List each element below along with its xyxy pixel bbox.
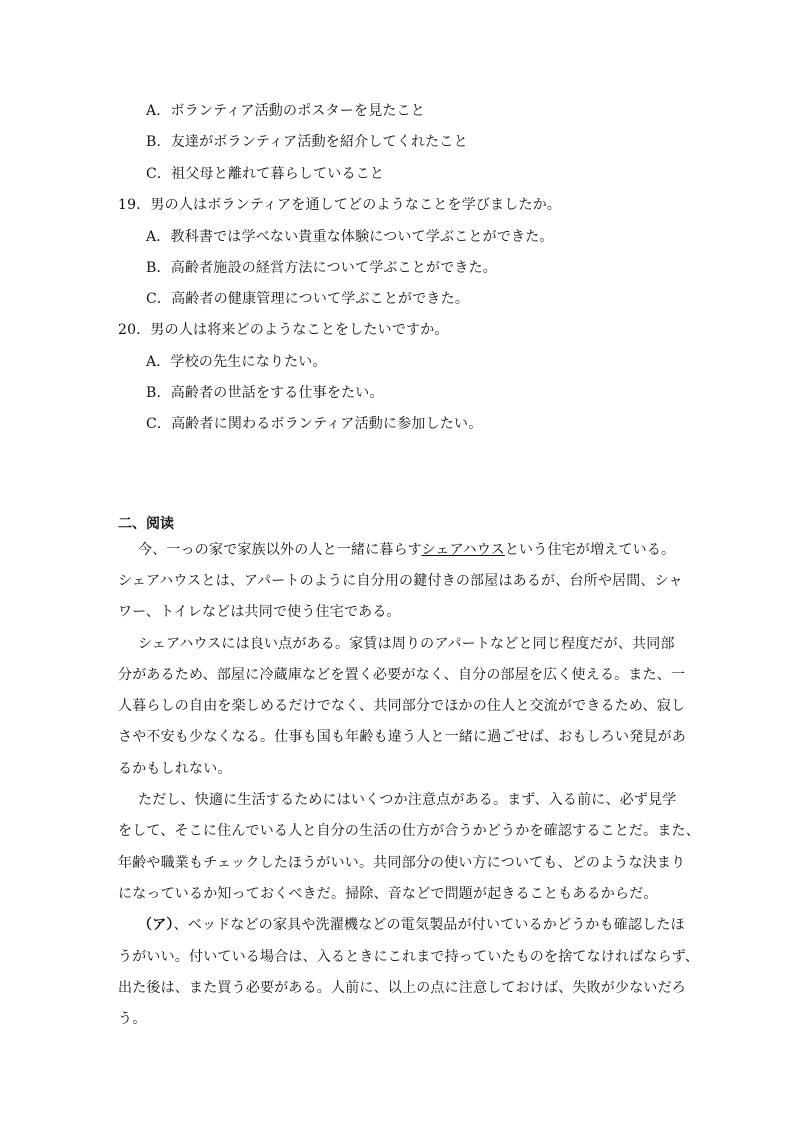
paragraph-1-line-3: ワー、トイレなどは共同で使う住宅である。	[118, 604, 401, 620]
reading-section-heading: 二、阅读	[118, 516, 174, 532]
paragraph-3-line-1: ただし、快適に生活するためにはいくつか注意点がある。まず、入る前に、必ず見学	[138, 792, 677, 808]
paragraph-2-line-5: るかもしれない。	[118, 761, 232, 777]
q20-option-b: B．高齢者の世話をする仕事をたい。	[146, 385, 384, 401]
paragraph-4-line-1: （ア）、ベッドなどの家具や洗濯機などの電気製品が付いているかどうかも確認したほ	[138, 917, 685, 933]
q19-option-c: C．高齢者の健康管理について学ぶことができた。	[146, 291, 470, 307]
paragraph-4-line-4: う。	[118, 1011, 147, 1027]
paragraph-2-line-4: さや不安も少なくなる。仕事も国も年齢も違う人と一緒に過ごせば、おもしろい発見があ	[118, 729, 686, 745]
paragraph-3-line-3: 年齢や職業もチェックしたほうがいい。共同部分の使い方についても、どのような決まり	[118, 855, 686, 871]
q19-option-a: A．教科書では学べない貴重な体験について学ぶことができた。	[146, 229, 554, 245]
blank-a-marker: （ア）	[138, 917, 174, 933]
paragraph-1-line-2: シェアハウスとは、アパートのように自分用の鍵付きの部屋はあるが、台所や居間、シャ	[118, 573, 683, 589]
q19-question: 19．男の人はボランティアを通してどのようなことを学びましたか。	[118, 197, 562, 213]
paragraph-3-line-4: になっているか知っておくべきだ。掃除、音などで問題が起きることもあるからだ。	[118, 886, 658, 902]
q20-option-a: A．学校の先生になりたい。	[146, 354, 327, 370]
paragraph-4-line-3: 出た後は、また買う必要がある。人前に、以上の点に注意しておけば、失敗が少ないだろ	[118, 980, 686, 996]
paragraph-2-line-3: 人暮らしの自由を楽しめるだけでなく、共同部分でほかの住人と交流ができるため、寂し	[118, 698, 686, 714]
q18-option-c: C．祖父母と離れて暮らしていること	[146, 166, 385, 182]
q20-option-c: C．高齢者に関わるボランティア活動に参加したい。	[146, 416, 483, 432]
q18-option-b: B．友達がボランティア活動を紹介してくれたこと	[146, 134, 468, 150]
paragraph-1-line-1: 今、一っの家で家族以外の人と一緒に暮らすシェアハウスという住宅が増えている。	[138, 542, 676, 558]
paragraph-2-line-1: シェアハウスには良い点がある。家賃は周りのアパートなどと同じ程度だが、共同部	[138, 636, 675, 652]
paragraph-3-line-2: をして、そこに住んでいる人と自分の生活の仕方が合うかどうかを確認することだ。また、	[118, 823, 700, 839]
share-house-underlined: シェアハウス	[421, 542, 505, 558]
q20-question: 20．男の人は将来どのようなことをしたいですか。	[118, 322, 449, 338]
paragraph-4-line-2: うがいい。付いている場合は、入るときにこれまで持っていたものを捨てなければならず、	[118, 949, 700, 965]
paragraph-2-line-2: 分があるため、部屋に冷蔵庫などを置く必要がなく、自分の部屋を広く使える。また、一	[118, 667, 686, 683]
q18-option-a: A．ボランティア活動のポスターを見たこと	[146, 103, 425, 119]
q19-option-b: B．高齢者施設の経営方法について学ぶことができた。	[146, 260, 498, 276]
